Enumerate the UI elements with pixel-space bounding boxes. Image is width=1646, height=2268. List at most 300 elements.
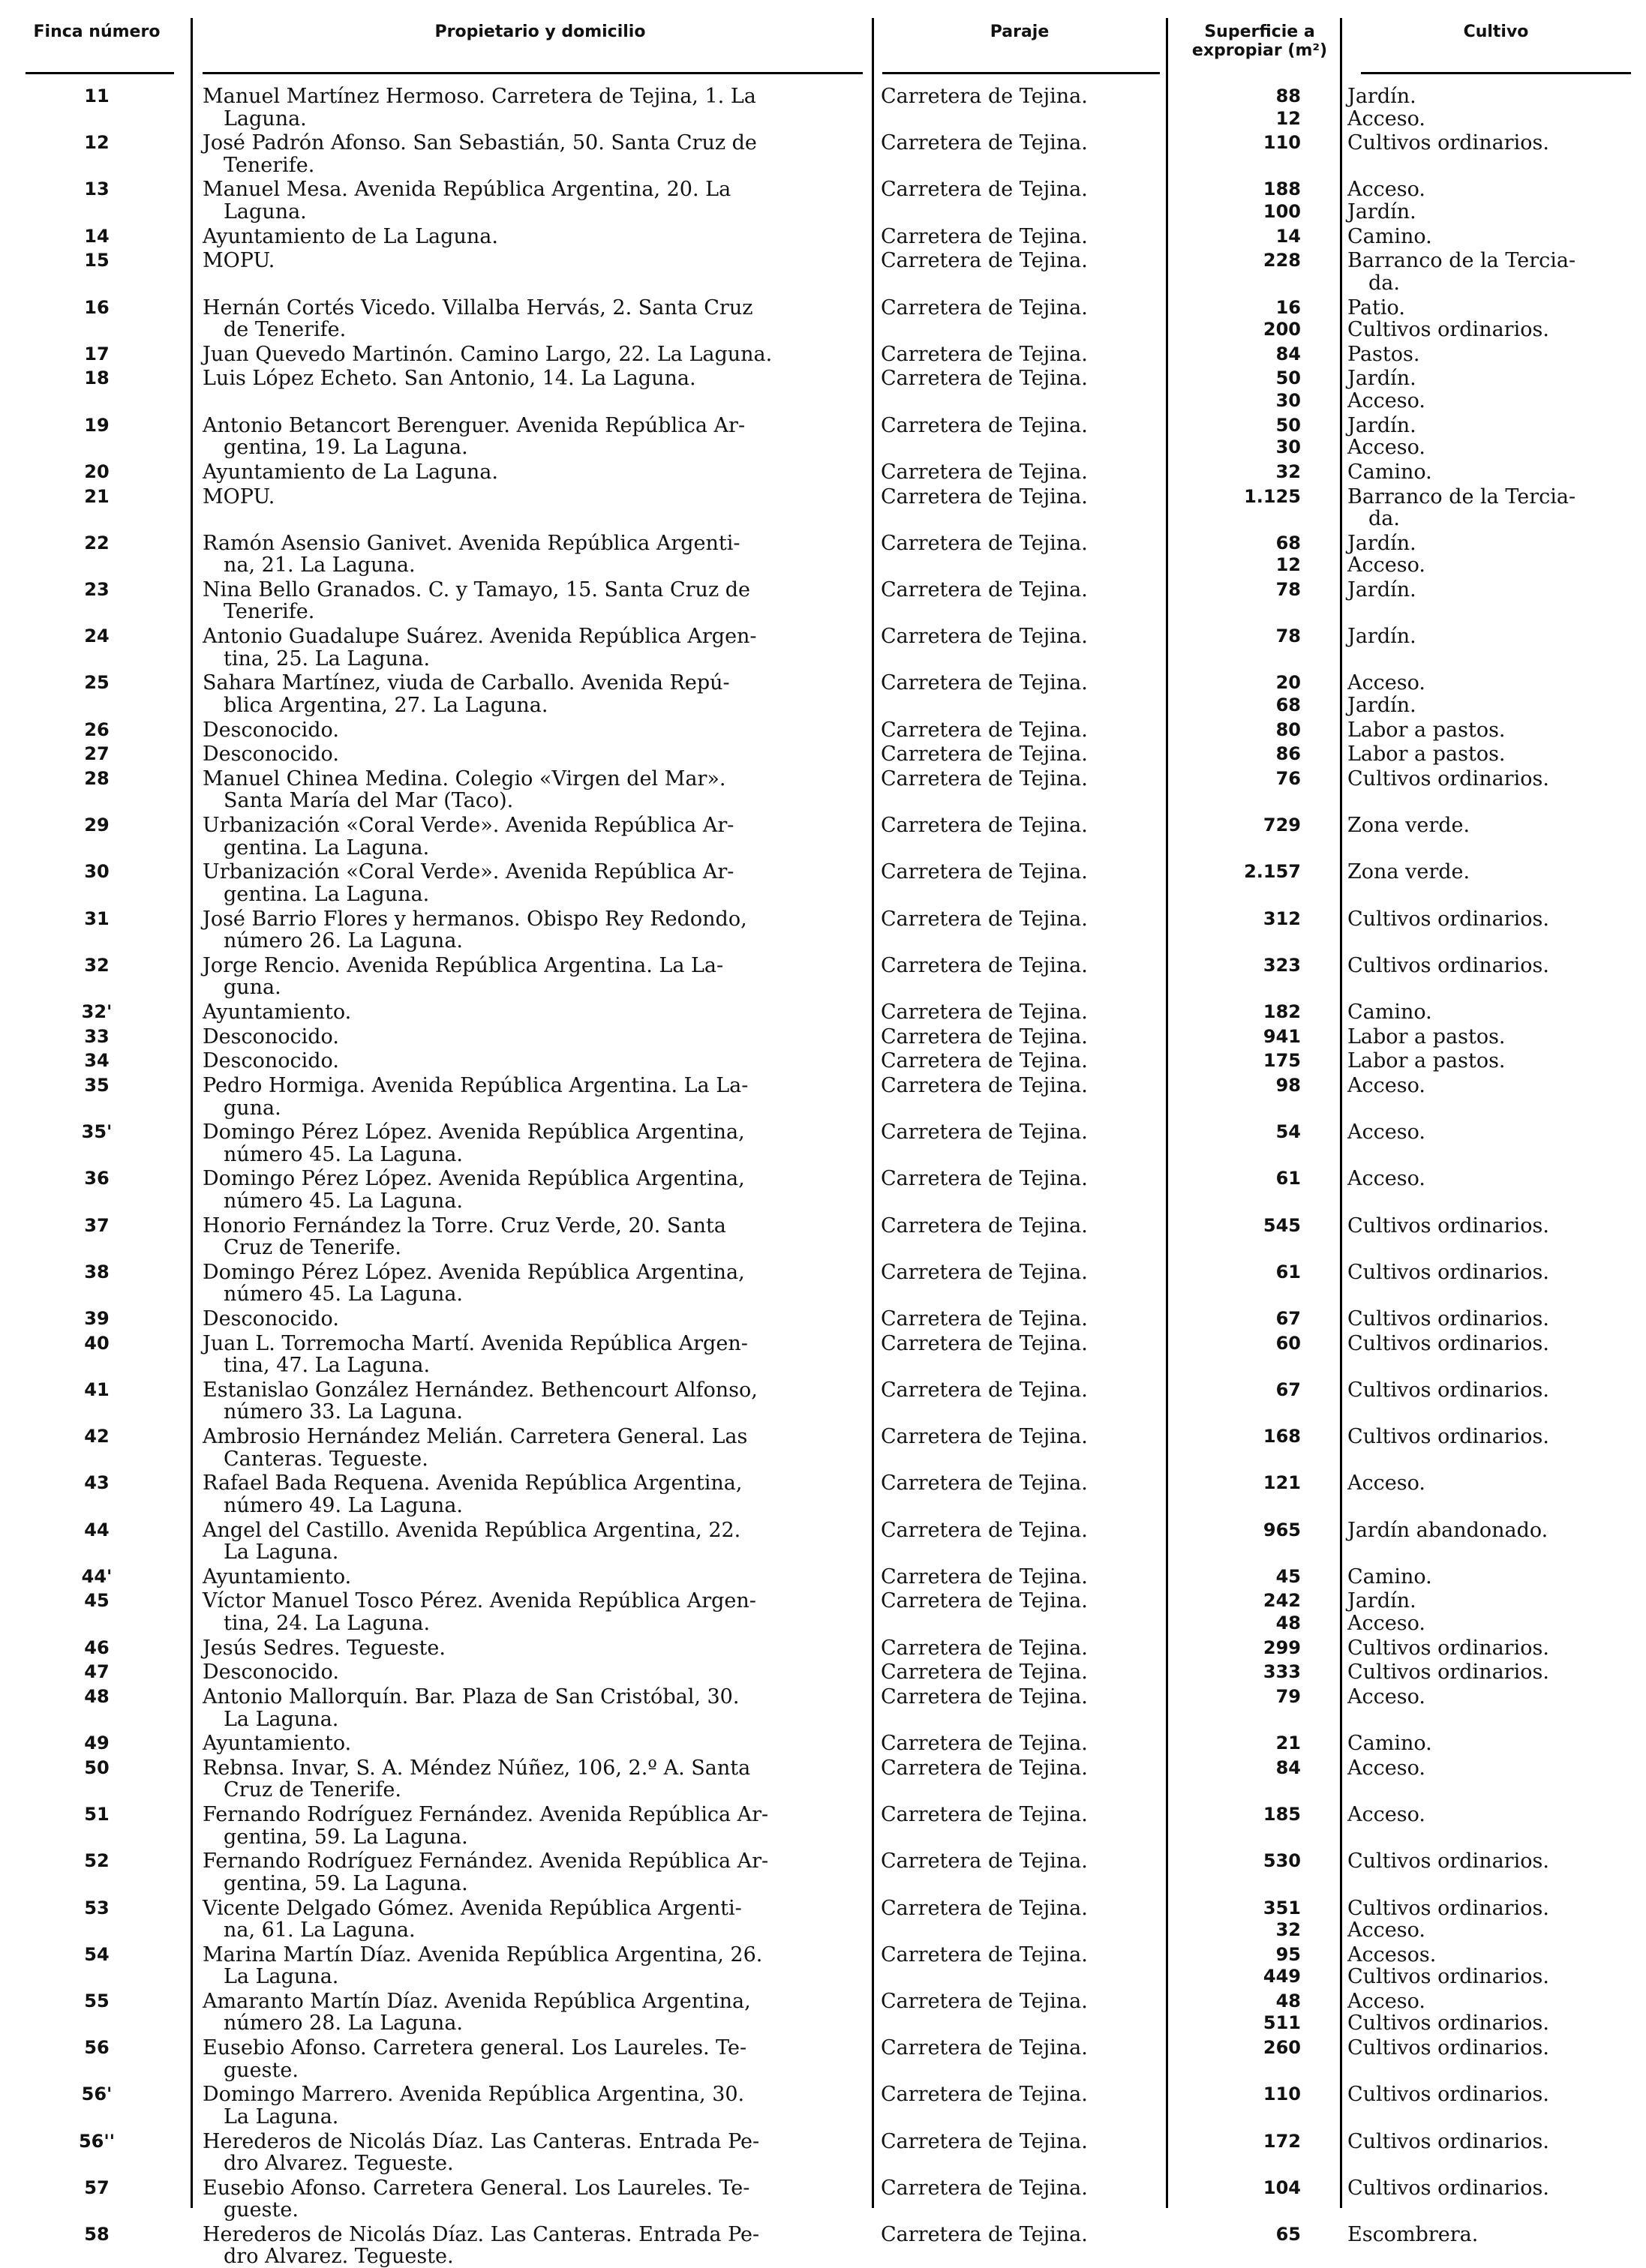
owner-cell (203, 768, 893, 812)
superficie-cell (1151, 2037, 1301, 2060)
finca-number: 58 (84, 2223, 110, 2245)
paraje-cell (881, 2084, 1166, 2106)
owner-text: Ayuntamiento de La Laguna. (203, 460, 498, 484)
paraje-cell (881, 1898, 1166, 1920)
owner-text-continued: dro Alvarez. Tegueste. (224, 2152, 454, 2175)
cultivo-cell (1347, 368, 1638, 412)
owner-cell (203, 1944, 893, 1988)
paraje-text: Carretera de Tejina. (881, 1000, 1088, 1024)
owner-text: Fernando Rodríguez Fernández. Avenida República Ar- (203, 1850, 769, 1874)
finca-number: 13 (84, 178, 110, 200)
cultivo-cell (1347, 768, 1638, 790)
superficie-cell (1151, 1661, 1301, 1684)
cultivo-text-2: Acceso. (1347, 436, 1425, 460)
cultivo-cell (1347, 1379, 1638, 1402)
cultivo-cell (1347, 908, 1638, 931)
owner-cell (203, 1566, 893, 1588)
owner-text: Ambrosio Hernández Melián. Carretera General. Las (203, 1425, 748, 1449)
table-row (26, 250, 1638, 294)
paraje-text: Carretera de Tejina. (881, 1564, 1088, 1588)
paraje-text: Carretera de Tejina. (881, 1896, 1088, 1920)
superficie-value-2: 100 (1263, 200, 1301, 222)
superficie-value: 110 (1263, 132, 1301, 154)
table-row (26, 1520, 1638, 1564)
paraje-text: Carretera de Tejina. (881, 907, 1088, 931)
paraje-text: Carretera de Tejina. (881, 1307, 1088, 1330)
cultivo-cell (1347, 1026, 1638, 1048)
finca-number: 30 (84, 861, 110, 883)
finca-number: 37 (84, 1214, 110, 1236)
owner-text: Urbanización «Coral Verde». Avenida República Ar- (203, 814, 734, 838)
finca-number-cell (26, 743, 168, 766)
superficie-cell (1151, 2177, 1301, 2200)
owner-text-continued: guna. (224, 976, 281, 1000)
table-row (26, 1757, 1638, 1802)
paraje-text: Carretera de Tejina. (881, 1120, 1088, 1144)
cultivo-text-2: Cultivos ordinarios. (1347, 1965, 1549, 1989)
superficie-value-2: 32 (1275, 1919, 1301, 1940)
finca-number-cell (26, 1168, 168, 1190)
header-rule (1361, 72, 1631, 74)
superficie-value: 312 (1263, 908, 1301, 929)
owner-text: Juan Quevedo Martinón. Camino Largo, 22. La Laguna. (203, 342, 773, 366)
paraje-text: Carretera de Tejina. (881, 1685, 1088, 1708)
finca-number: 35 (84, 1075, 110, 1096)
cultivo-cell (1347, 1520, 1638, 1542)
cultivo-cell (1347, 486, 1638, 530)
table-row (26, 2084, 1638, 2128)
superficie-cell (1151, 368, 1301, 412)
table-row (26, 1050, 1638, 1072)
superficie-value: 45 (1275, 1565, 1301, 1587)
paraje-cell (881, 368, 1166, 390)
finca-number-cell (26, 532, 168, 555)
finca-number-cell (26, 368, 168, 390)
paraje-cell (881, 1075, 1166, 1097)
owner-cell (203, 2037, 893, 2081)
superficie-value-2: 511 (1263, 2012, 1301, 2034)
table-row (26, 1075, 1638, 1119)
cultivo-cell (1347, 132, 1638, 154)
table-row (26, 672, 1638, 716)
paraje-text: Carretera de Tejina. (881, 2129, 1088, 2153)
superficie-cell (1151, 1520, 1301, 1542)
owner-text-continued: La Laguna. (224, 2104, 339, 2128)
finca-number-cell (26, 226, 168, 248)
paraje-cell (881, 1026, 1166, 1048)
cultivo-cell (1347, 344, 1638, 366)
paraje-text: Carretera de Tejina. (881, 1260, 1088, 1284)
cultivo-text: Cultivos ordinarios. (1347, 2176, 1549, 2200)
paraje-cell (881, 297, 1166, 320)
owner-text-continued: gueste. (224, 2198, 299, 2222)
superficie-value: 21 (1275, 1732, 1301, 1754)
finca-number-cell (26, 1566, 168, 1588)
paraje-text: Carretera de Tejina. (881, 1378, 1088, 1402)
owner-text: Nina Bello Granados. C. y Tamayo, 15. Santa Cruz de (203, 578, 751, 602)
table-row (26, 344, 1638, 366)
cultivo-cell (1347, 1215, 1638, 1238)
finca-number: 41 (84, 1378, 110, 1400)
owner-text-continued: gueste. (224, 2058, 299, 2082)
finca-number-cell (26, 626, 168, 648)
cultivo-text: Jardín. (1347, 625, 1416, 649)
finca-number: 32' (81, 1000, 113, 1022)
superficie-value: 188 (1263, 178, 1301, 200)
header-cultivo: Cultivo (1463, 22, 1529, 41)
owner-text: MOPU. (203, 249, 275, 273)
cultivo-text: Cultivos ordinarios. (1347, 1425, 1549, 1449)
finca-number: 31 (84, 908, 110, 929)
owner-text-continued: Laguna. (224, 106, 307, 130)
owner-text: Honorio Fernández la Torre. Cruz Verde, 20. Santa (203, 1214, 726, 1238)
cultivo-text: Cultivos ordinarios. (1347, 907, 1549, 931)
owner-text: MOPU. (203, 484, 275, 508)
cultivo-cell (1347, 1168, 1638, 1190)
cultivo-cell (1347, 297, 1638, 341)
superficie-cell (1151, 1075, 1301, 1097)
finca-number-cell (26, 1757, 168, 1780)
owner-cell (203, 908, 893, 952)
cultivo-cell (1347, 672, 1638, 716)
owner-cell (203, 861, 893, 905)
finca-number-cell (26, 2224, 168, 2246)
paraje-cell (881, 1262, 1166, 1284)
finca-number: 29 (84, 814, 110, 836)
superficie-value: 168 (1263, 1426, 1301, 1448)
owner-cell (203, 1121, 893, 1166)
finca-number: 17 (84, 343, 110, 364)
paraje-text: Carretera de Tejina. (881, 1331, 1088, 1355)
owner-text: Herederos de Nicolás Díaz. Las Canteras. Entrada Pe- (203, 2222, 760, 2246)
owner-text: Domingo Pérez López. Avenida República Argentina, (203, 1167, 745, 1191)
superficie-value: 260 (1263, 2037, 1301, 2059)
finca-number-cell (26, 1637, 168, 1660)
cultivo-cell (1347, 415, 1638, 459)
superficie-value: 14 (1275, 225, 1301, 247)
cultivo-text: Acceso. (1347, 1803, 1425, 1827)
owner-text: Antonio Betancort Berenguer. Avenida República Ar- (203, 413, 746, 437)
cultivo-text-2: Acceso. (1347, 1918, 1425, 1942)
owner-text: Domingo Pérez López. Avenida República Argentina, (203, 1120, 745, 1144)
paraje-text: Carretera de Tejina. (881, 1942, 1088, 1966)
cultivo-text: Labor a pastos. (1347, 1049, 1506, 1073)
paraje-cell (881, 1944, 1166, 1966)
superficie-cell (1151, 1333, 1301, 1355)
owner-text: Ayuntamiento. (203, 1732, 352, 1756)
cultivo-text: Cultivos ordinarios. (1347, 1214, 1549, 1238)
cultivo-text: Jardín abandonado. (1347, 1518, 1548, 1542)
cultivo-text: Acceso. (1347, 1472, 1425, 1496)
paraje-text: Carretera de Tejina. (881, 1167, 1088, 1191)
paraje-cell (881, 768, 1166, 790)
owner-text-continued: na, 61. La Laguna. (224, 1918, 416, 1942)
owner-text: Manuel Mesa. Avenida República Argentina, 20. La (203, 178, 731, 202)
cultivo-text: Camino. (1347, 1000, 1432, 1024)
superficie-value: 228 (1263, 250, 1301, 272)
finca-number-cell (26, 461, 168, 484)
table-row (26, 1898, 1638, 1942)
finca-number: 32 (84, 954, 110, 976)
header-rule (26, 72, 174, 74)
finca-number: 44' (81, 1565, 113, 1587)
paraje-cell (881, 415, 1166, 437)
paraje-text: Carretera de Tejina. (881, 1589, 1088, 1613)
superficie-cell (1151, 461, 1301, 484)
finca-number: 15 (84, 250, 110, 272)
cultivo-cell (1347, 743, 1638, 766)
cultivo-text: Cultivos ordinarios. (1347, 1307, 1549, 1330)
superficie-cell (1151, 344, 1301, 366)
cultivo-text: Cultivos ordinarios. (1347, 2083, 1549, 2107)
table-row (26, 1308, 1638, 1330)
owner-text-continued: Santa María del Mar (Taco). (224, 789, 514, 813)
paraje-cell (881, 672, 1166, 694)
finca-number: 50 (84, 1756, 110, 1778)
cultivo-cell (1347, 1732, 1638, 1755)
paraje-cell (881, 1850, 1166, 1873)
superficie-value: 95 (1275, 1943, 1301, 1965)
owner-text: Ramón Asensio Ganivet. Avenida República Argenti- (203, 531, 740, 555)
table-row (26, 2131, 1638, 2175)
paraje-text: Carretera de Tejina. (881, 1850, 1088, 1874)
cultivo-cell (1347, 2084, 1638, 2106)
owner-text: Antonio Mallorquín. Bar. Plaza de San Cristóbal, 30. (203, 1685, 740, 1708)
paraje-cell (881, 1590, 1166, 1612)
finca-number: 49 (84, 1732, 110, 1754)
cultivo-cell (1347, 532, 1638, 577)
owner-cell (203, 1262, 893, 1306)
cultivo-cell (1347, 86, 1638, 130)
owner-cell (203, 132, 893, 176)
owner-text-continued: blica Argentina, 27. La Laguna. (224, 693, 548, 717)
paraje-cell (881, 743, 1166, 766)
owner-text: Juan L. Torremocha Martí. Avenida República Argen- (203, 1331, 748, 1355)
paraje-text: Carretera de Tejina. (881, 1518, 1088, 1542)
cultivo-text: Cultivos ordinarios. (1347, 1896, 1549, 1920)
superficie-cell (1151, 719, 1301, 742)
superficie-value: 351 (1263, 1897, 1301, 1918)
owner-cell (203, 1333, 893, 1377)
owner-text: Domingo Marrero. Avenida República Argentina, 30. (203, 2083, 745, 2107)
superficie-value: 50 (1275, 414, 1301, 436)
cultivo-text: Cultivos ordinarios. (1347, 953, 1549, 977)
header-rule (882, 72, 1160, 74)
paraje-text: Carretera de Tejina. (881, 1636, 1088, 1660)
superficie-cell (1151, 1732, 1301, 1755)
owner-text: Fernando Rodríguez Fernández. Avenida República Ar- (203, 1803, 769, 1827)
owner-cell (203, 955, 893, 999)
cultivo-text: Escombrera. (1347, 2222, 1479, 2246)
owner-cell (203, 86, 893, 130)
finca-number: 20 (84, 460, 110, 482)
finca-number: 11 (84, 86, 110, 106)
owner-cell (203, 1732, 893, 1755)
owner-text-continued: gentina, 59. La Laguna. (224, 1871, 468, 1895)
table-row (26, 1379, 1638, 1424)
paraje-text: Carretera de Tejina. (881, 1989, 1088, 2013)
owner-text-continued: La Laguna. (224, 1965, 339, 1989)
table-row (26, 86, 1638, 130)
paraje-text: Carretera de Tejina. (881, 814, 1088, 838)
owner-text: Estanislao González Hernández. Bethencourt Alfonso, (203, 1378, 758, 1402)
finca-number-cell (26, 1990, 168, 2013)
table-row (26, 1590, 1638, 1634)
paraje-cell (881, 814, 1166, 837)
superficie-cell (1151, 1637, 1301, 1660)
paraje-cell (881, 226, 1166, 248)
finca-number-cell (26, 814, 168, 837)
paraje-cell (881, 579, 1166, 602)
superficie-value: 323 (1263, 954, 1301, 976)
finca-number-cell (26, 1661, 168, 1684)
table-row (26, 743, 1638, 766)
table-row (26, 1121, 1638, 1166)
superficie-value-2: 48 (1275, 1612, 1301, 1634)
owner-text: José Padrón Afonso. San Sebastián, 50. Santa Cruz de (203, 131, 757, 155)
cultivo-cell (1347, 1001, 1638, 1024)
table-row (26, 1637, 1638, 1660)
finca-number-cell (26, 486, 168, 508)
finca-number: 33 (84, 1025, 110, 1047)
cultivo-text: Patio. (1347, 296, 1405, 320)
finca-number: 39 (84, 1308, 110, 1329)
finca-number: 53 (84, 1897, 110, 1918)
superficie-value: 1.125 (1244, 485, 1301, 507)
cultivo-cell (1347, 178, 1638, 223)
superficie-cell (1151, 486, 1301, 530)
owner-text: Angel del Castillo. Avenida República Argentina, 22. (203, 1518, 741, 1542)
owner-cell (203, 486, 893, 508)
finca-number-cell (26, 344, 168, 366)
finca-number-cell (26, 1472, 168, 1495)
paraje-cell (881, 1121, 1166, 1144)
paraje-cell (881, 1661, 1166, 1684)
cultivo-text: Zona verde. (1347, 860, 1470, 884)
owner-cell (203, 1026, 893, 1048)
cultivo-text: Accesos. (1347, 1942, 1437, 1966)
owner-cell (203, 1379, 893, 1424)
owner-text: Manuel Chinea Medina. Colegio «Virgen del Mar». (203, 766, 726, 790)
owner-text: Desconocido. (203, 1660, 339, 1684)
table-row (26, 1686, 1638, 1730)
paraje-text: Carretera de Tejina. (881, 2222, 1088, 2246)
owner-text-continued: La Laguna. (224, 1540, 339, 1564)
owner-cell (203, 2224, 893, 2268)
superficie-value: 80 (1275, 718, 1301, 740)
owner-text-continued: guna. (224, 1096, 281, 1120)
cultivo-cell (1347, 1050, 1638, 1072)
owner-cell (203, 178, 893, 223)
table-row (26, 1333, 1638, 1377)
paraje-cell (881, 626, 1166, 648)
superficie-cell (1151, 672, 1301, 716)
cultivo-text: Barranco de la Tercia- (1347, 484, 1576, 508)
cultivo-text: Acceso. (1347, 1989, 1425, 2013)
cultivo-cell (1347, 955, 1638, 977)
paraje-cell (881, 1637, 1166, 1660)
cultivo-text-2: Acceso. (1347, 554, 1425, 578)
finca-number-cell (26, 1026, 168, 1048)
superficie-value: 110 (1263, 2084, 1301, 2105)
superficie-value: 16 (1275, 296, 1301, 318)
table-row (26, 1472, 1638, 1516)
table-row (26, 1661, 1638, 1684)
paraje-text: Carretera de Tejina. (881, 460, 1088, 484)
paraje-text: Carretera de Tejina. (881, 953, 1088, 977)
table-row (26, 1168, 1638, 1212)
cultivo-cell (1347, 1590, 1638, 1634)
cultivo-cell (1347, 461, 1638, 484)
superficie-value: 172 (1263, 2130, 1301, 2152)
finca-number-cell (26, 1426, 168, 1448)
superficie-cell (1151, 1262, 1301, 1284)
finca-number-cell (26, 1686, 168, 1708)
superficie-value-2: 68 (1275, 694, 1301, 716)
finca-number-cell (26, 178, 168, 201)
owner-text: Rebnsa. Invar, S. A. Méndez Núñez, 106, 2.º A. Santa (203, 1756, 751, 1780)
owner-text: Jesús Sedres. Tegueste. (203, 1636, 446, 1660)
cultivo-cell (1347, 861, 1638, 884)
owner-cell (203, 532, 893, 577)
superficie-value: 68 (1275, 532, 1301, 554)
cultivo-text: Cultivos ordinarios. (1347, 1636, 1549, 1660)
superficie-cell (1151, 226, 1301, 248)
finca-number: 57 (84, 2176, 110, 2198)
owner-text: Manuel Martínez Hermoso. Carretera de Tejina, 1. La (203, 85, 756, 108)
finca-number-cell (26, 415, 168, 437)
finca-number-cell (26, 1804, 168, 1826)
finca-number: 24 (84, 626, 110, 647)
superficie-value: 175 (1263, 1050, 1301, 1072)
cultivo-text: Jardín. (1347, 578, 1416, 602)
owner-cell (203, 1308, 893, 1330)
superficie-value: 88 (1275, 86, 1301, 106)
cultivo-text: Cultivos ordinarios. (1347, 2036, 1549, 2060)
owner-text-continued: dro Alvarez. Tegueste. (224, 2245, 454, 2268)
superficie-cell (1151, 2224, 1301, 2246)
owner-cell (203, 1215, 893, 1259)
table-row (26, 955, 1638, 999)
finca-number: 45 (84, 1590, 110, 1612)
owner-cell (203, 1990, 893, 2035)
owner-text: Desconocido. (203, 1049, 339, 1073)
owner-text: Luis López Echeto. San Antonio, 14. La Laguna. (203, 367, 696, 391)
owner-cell (203, 672, 893, 716)
finca-number-cell (26, 1215, 168, 1238)
paraje-cell (881, 1472, 1166, 1495)
owner-text-continued: número 26. La Laguna. (224, 929, 464, 952)
superficie-value: 104 (1263, 2176, 1301, 2198)
paraje-text: Carretera de Tejina. (881, 1074, 1088, 1097)
owner-text-continued: número 33. La Laguna. (224, 1400, 464, 1424)
superficie-value-2 (1151, 508, 1301, 530)
cultivo-text: Camino. (1347, 460, 1432, 484)
superficie-cell (1151, 1001, 1301, 1024)
owner-text-continued: número 45. La Laguna. (224, 1189, 464, 1213)
paraje-text: Carretera de Tejina. (881, 1732, 1088, 1756)
finca-number: 26 (84, 718, 110, 740)
finca-number: 43 (84, 1472, 110, 1494)
superficie-value: 121 (1263, 1472, 1301, 1494)
superficie-cell (1151, 532, 1301, 577)
superficie-cell (1151, 861, 1301, 884)
superficie-value: 60 (1275, 1332, 1301, 1354)
paraje-cell (881, 2131, 1166, 2153)
owner-cell (203, 1590, 893, 1634)
paraje-cell (881, 1990, 1166, 2013)
superficie-cell (1151, 955, 1301, 977)
